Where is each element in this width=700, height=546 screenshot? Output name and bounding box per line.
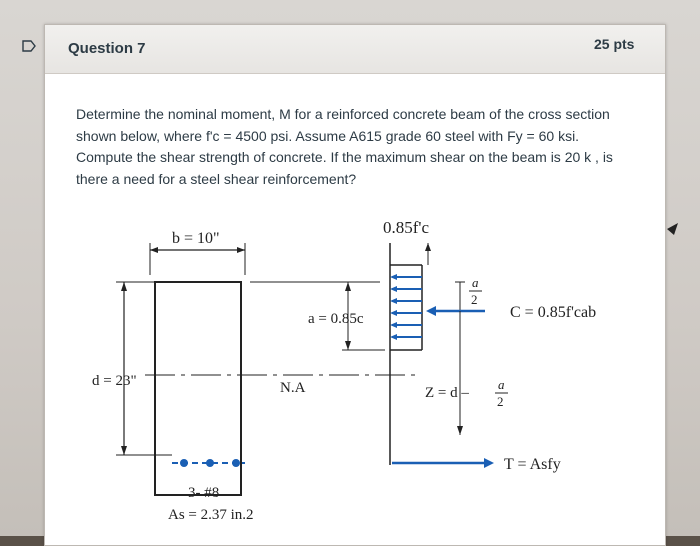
- compression-label: C = 0.85f'cab: [510, 304, 597, 321]
- mouse-cursor-icon: [667, 223, 679, 237]
- a-label: a = 0.85c: [308, 311, 364, 327]
- depth-label: d = 23": [92, 373, 137, 389]
- stress-arrows: [392, 277, 422, 337]
- bookmark-flag-icon[interactable]: [22, 40, 36, 52]
- lever-arm-label: Z = d –: [425, 385, 469, 401]
- beam-diagram: [80, 205, 640, 525]
- question-title: Question 7: [68, 40, 146, 57]
- width-label: b = 10": [172, 230, 220, 247]
- question-points: 25 pts: [594, 36, 635, 52]
- bars-label: 3- #8: [188, 485, 220, 501]
- stress-label: 0.85f'c: [383, 218, 430, 237]
- question-prompt: Determine the nominal moment, M for a reinforced concrete beam of the cross section shown below, where f'c = 4500 psi. Assume A615 grade 60 steel with Fy = 60 ksi. Compute the shear strength of concrete. If the maximum shear on the beam is 20 k , is there a need for a steel shear reinforcement?: [76, 106, 613, 187]
- a-half-denominator: 2: [471, 292, 478, 307]
- lever-2: 2: [497, 394, 504, 409]
- neutral-axis-label: N.A: [280, 380, 306, 396]
- steel-area-label: As = 2.37 in.2: [168, 507, 254, 523]
- a-half-numerator: a: [472, 275, 479, 290]
- tension-label: T = Asfy: [504, 456, 561, 473]
- lever-a: a: [498, 377, 505, 392]
